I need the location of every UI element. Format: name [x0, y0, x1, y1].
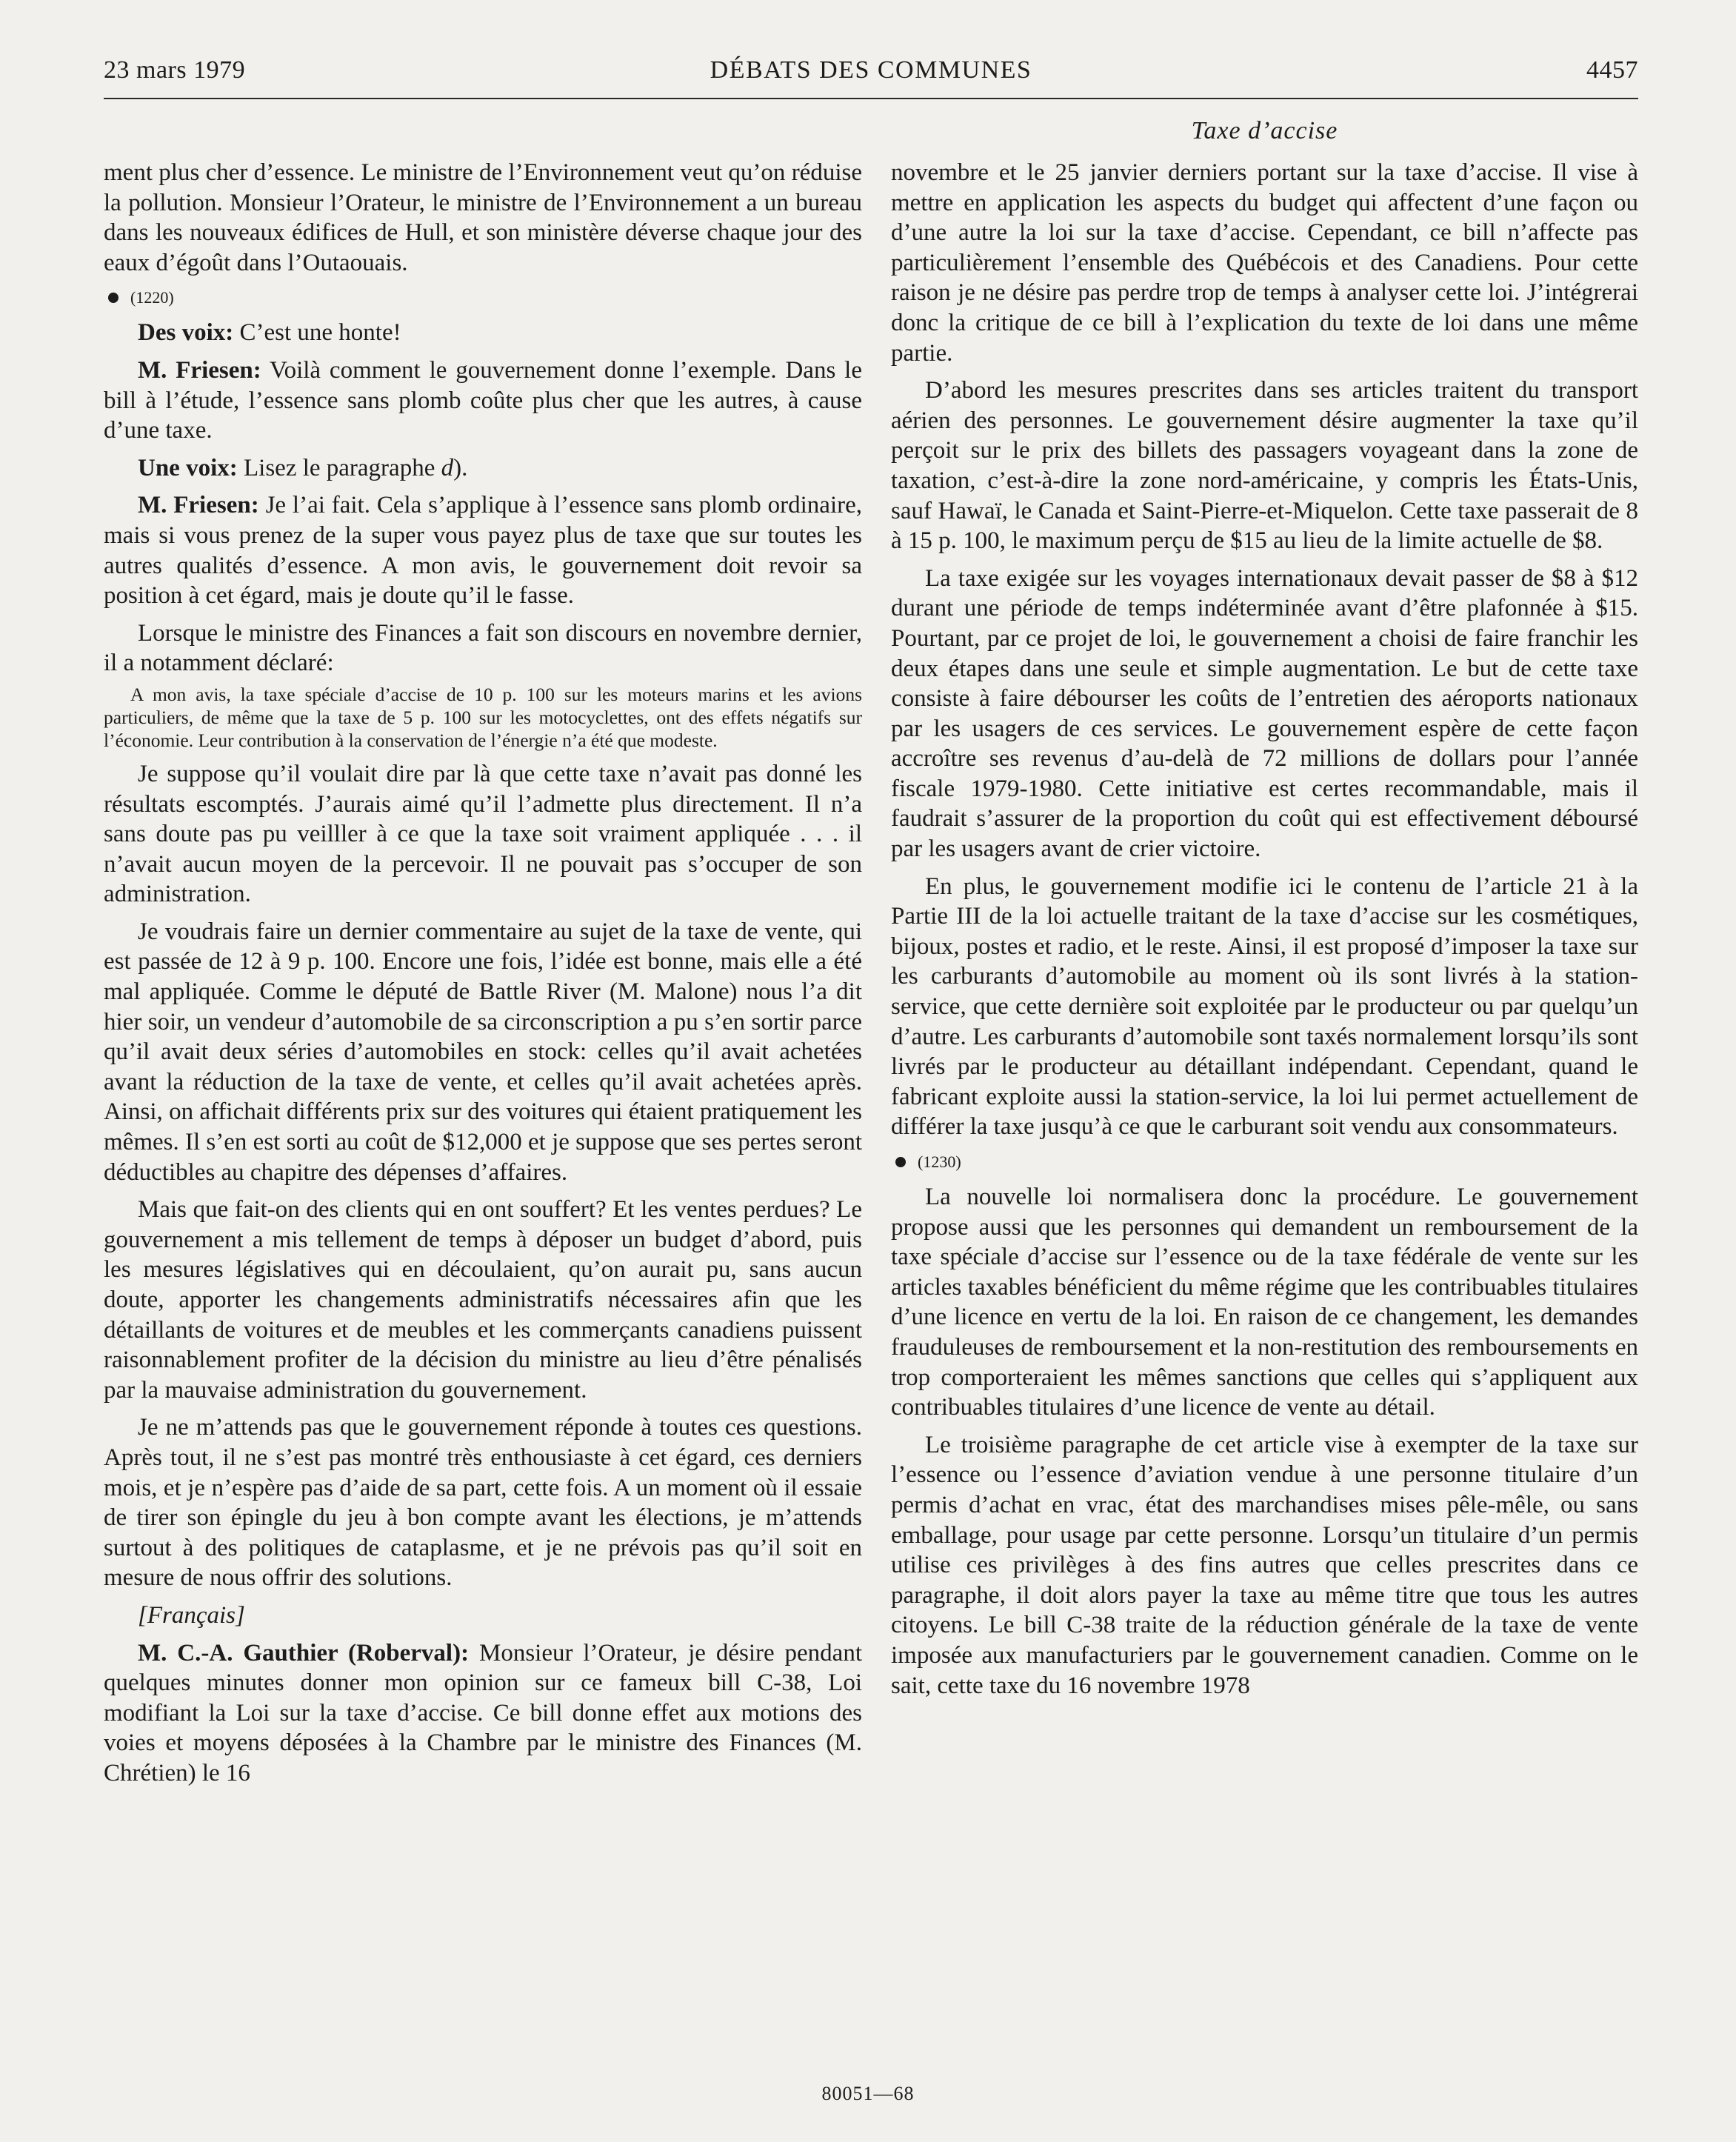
- bullet-icon: [895, 1157, 906, 1167]
- page-number: 4457: [1586, 56, 1638, 84]
- paragraph: Lorsque le ministre des Finances a fait son discours en novembre dernier, il a notamment déclaré:: [104, 619, 862, 677]
- paragraph: [104, 356, 862, 446]
- header-title: DÉBATS DES COMMUNES: [710, 56, 1032, 84]
- speech-text: ).: [453, 454, 468, 481]
- speaker-name: Une voix:: [138, 454, 238, 481]
- running-header: [104, 56, 1638, 93]
- speech-text: Monsieur l’Orateur, je désire pendant quelques minutes donner mon opinion sur ce fameux bill C-38, Loi modifiant la Loi sur la taxe d’accise. Ce bill donne effet aux motions des voies et moyens déposées à la Chambre par le ministre des Finances (M. Chrétien) le 16: [104, 1639, 862, 1786]
- paragraph: novembre et le 25 janvier derniers portant sur la taxe d’accise. Il vise à mettre en application les aspects du budget qui affectent d’une façon ou d’une autre la loi sur la taxe d’accise. Cependant, ce bill n’affecte pas particulièrement l’ensemble des Québécois et des Canadiens. Pour cette raison je ne désire pas perdre trop de temps à analyser cette loi. J’intégrerai donc la critique de ce bill à l’explication du texte de loi dans une même partie.: [891, 159, 1638, 367]
- paragraph: ment plus cher d’essence. Le ministre de l’Environnement veut qu’on réduise la pollution. Monsieur l’Orateur, le ministre de l’Environnement a un bureau dans les nouveaux édifices de Hull, et son ministère déverse chaque jour des eaux d’égoût dans l’Outaouais.: [104, 159, 862, 276]
- paragraph: [104, 453, 862, 484]
- header-rule: [104, 98, 1638, 99]
- speech-text: C’est une honte!: [233, 319, 401, 347]
- speaker-name: M. C.-A. Gauthier (Roberval):: [138, 1639, 470, 1666]
- speaker-name: Des voix:: [138, 319, 234, 347]
- paragraph: La nouvelle loi normalisera donc la procédure. Le gouvernement propose aussi que les personnes qui demandent un remboursement de la taxe spéciale d’accise sur l’essence ou de la taxe fédérale de vente sur les articles taxables bénéficient du même régime que les contribuables titulaires d’une licence en vertu de la loi. En raison de ce changement, les demandes frauduleuses de remboursement et la non-restitution des remboursements en trop comporteraient les mêmes sanctions que celles qui s’appliquent aux contribuables titulaires d’une licence de vente au détail.: [891, 1184, 1638, 1421]
- paragraph: La taxe exigée sur les voyages internationaux devait passer de $8 à $12 durant une période de temps indéterminée avant d’être plafonnée à $15. Pourtant, par ce projet de loi, le gouvernement a choisi de faire franchir les deux étapes dans une seule et simple augmentation. Le but de cette taxe consiste à faire débourser les coûts de l’entretien des aéroports nationaux par les usagers de ces services. Le gouvernement espère de cette façon accroître ses revenus d’au-delà de 72 millions de dollars pour l’année fiscale 1979-1980. Cette initiative est certes recommandable, mais il faudrait s’assurer de la proportion du coût qui est effectivement déboursé par les usagers avant de crier victoire.: [891, 564, 1638, 863]
- speech-text: Lisez le paragraphe: [237, 454, 441, 481]
- paragraph: Mais que fait-on des clients qui en ont souffert? Et les ventes perdues? Le gouvernement a mis tellement de temps à déposer un budget d’abord, puis les mesures législatives qui en découlaient, qu’on aurait pu, sans aucun doute, apporter les changements administratifs nécessaires afin que les détaillants de voitures et de meubles et les commerçants canadiens puissent raisonnablement profiter de la décision du ministre au lieu d’être pénalisés par la mauvaise administration du gouvernement.: [104, 1196, 862, 1404]
- speech-text: Je l’ai fait. Cela s’applique à l’essence sans plomb ordinaire, mais si vous prenez de la super vous payez plus de taxe que sur toutes les autres qualités d’essence. A mon avis, le gouvernement doit revoir sa position à cet égard, mais je doute qu’il le fasse.: [104, 492, 862, 610]
- paragraph: Le troisième paragraphe de cet article vise à exempter de la taxe sur l’essence ou l’essence d’aviation vendue à une personne titulaire d’un permis d’achat en vrac, état des marchandises mises pêle-mêle, ou sans emballage, pour usage par cette personne. Lorsqu’un titulaire d’un permis utilise ces privilèges à des fins autres que celles prescrites dans ce paragraphe, il doit alors payer la taxe au même titre que tous les autres citoyens. Le bill C-38 traite de la réduction générale de la taxe de vente imposée aux manufacturiers par le gouvernement canadien. Comme on le sait, cette taxe du 16 novembre 1978: [891, 1431, 1638, 1699]
- paragraph: [104, 318, 862, 348]
- speech-italic: d: [441, 454, 454, 481]
- paragraph: Je suppose qu’il voulait dire par là que cette taxe n’avait pas donné les résultats escomptés. J’aurais aimé qu’il l’admette plus directement. Il n’a sans doute pas pu veilller à ce que la taxe soit vraiment appliquée . . . il n’avait aucun moyen de la percevoir. Il ne pouvait pas s’occuper de son administration.: [104, 760, 862, 908]
- block-quote: A mon avis, la taxe spéciale d’accise de 10 p. 100 sur les moteurs marins et les avions particuliers, de même que la taxe de 5 p. 100 sur les motocyclettes, ont des effets négatifs sur l’économie. Leur contribution à la conservation de l’énergie n’a été que modeste.: [104, 683, 862, 751]
- paragraph: D’abord les mesures prescrites dans ses articles traitent du transport aérien des personnes. Le gouvernement désire augmenter la taxe qu’il perçoit sur le prix des billets des passagers voyageant dans la zone de taxation, c’est-à-dire la zone nord-américaine, y compris les États-Unis, sauf Hawaï, le Canada et Saint-Pierre-et-Miquelon. Cette taxe passerait de 8 à 15 p. 100, le maximum perçu de $15 au lieu de la limite actuelle de $8.: [891, 377, 1638, 555]
- paragraph: Je ne m’attends pas que le gouvernement réponde à toutes ces questions. Après tout, il ne s’est pas montré très enthousiaste à cet égard, ces derniers mois, et je n’espère pas d’aide de sa part, cette fois. A un moment où il essaie de tirer son épingle du jeu à bon compte avant les élections, je m’attends surtout à des politiques de cataplasme, et je ne prévois pas qu’il soit en mesure de nous offrir des solutions.: [104, 1414, 862, 1592]
- right-column: [891, 158, 1638, 1708]
- time-label: (1220): [130, 288, 174, 307]
- speaker-name: M. Friesen:: [138, 356, 261, 384]
- paragraph: En plus, le gouvernement modifie ici le contenu de l’article 21 à la Partie III de la loi actuelle traitant de la taxe d’accise sur les cosmétiques, bijoux, postes et radio, et le reste. Ainsi, il est proposé d’imposer la taxe sur les carburants d’automobile au moment où ils sont livrés à la station-service, que cette dernière soit exploitée par le producteur ou par quelqu’un d’autre. Les carburants d’automobile sont taxés normalement lorsqu’ils sont livrés par le producteur au détaillant indépendant. Cependant, quand le fabricant exploite aussi la station-service, la loi lui permet actuellement de différer la taxe jusqu’à ce que le carburant soit vendu aux consommateurs.: [891, 873, 1638, 1141]
- bullet-icon: [108, 293, 118, 303]
- left-column: [104, 158, 862, 1796]
- paragraph: [104, 490, 862, 610]
- time-marker: [891, 1150, 1638, 1175]
- time-label: (1230): [918, 1152, 961, 1171]
- time-marker: [104, 285, 862, 310]
- paragraph: Je voudrais faire un dernier commentaire au sujet de la taxe de vente, qui est passée de 12 à 9 p. 100. Encore une fois, l’idée est bonne, mais elle a été mal appliquée. Comme le député de Battle River (M. Malone) nous l’a dit hier soir, un vendeur d’automobile de sa circonscription a pu s’en sortir parce qu’il avait deux séries d’automobiles en stock: celles qu’il avait achetées avant la réduction de la taxe de vente, et celles qu’il avait achetées après. Ainsi, on affichait différents prix sur des voitures qui étaient pratiquement les mêmes. Il s’en est sorti au coût de $12,000 et je suppose que ses pertes seront déductibles au chapitre des dépenses d’affaires.: [104, 918, 862, 1186]
- page-footer: 80051—68: [821, 2083, 915, 2104]
- language-tag: [Français]: [138, 1601, 245, 1629]
- speech-text: Voilà comment le gouvernement donne l’exemple. Dans le bill à l’étude, l’essence sans plomb coûte plus cher que les autres, à cause d’une taxe.: [104, 356, 862, 444]
- paragraph: [104, 1638, 862, 1789]
- speaker-name: M. Friesen:: [138, 492, 259, 519]
- topic-heading: Taxe d’accise: [1191, 117, 1338, 144]
- header-date: 23 mars 1979: [104, 56, 246, 84]
